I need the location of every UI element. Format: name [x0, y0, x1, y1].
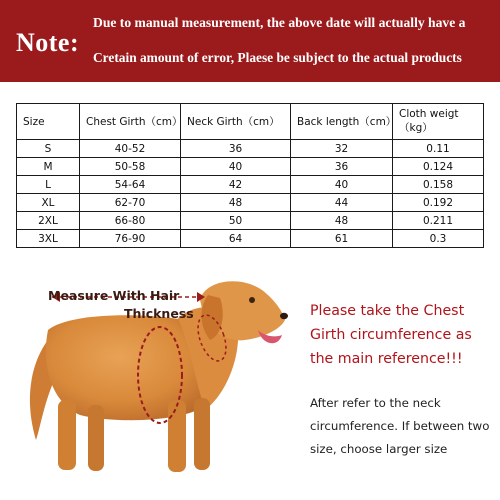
reference-text-line-1: Please take the Chest — [310, 303, 465, 319]
cell-neck-girth: 50 — [181, 212, 291, 230]
header-back-length: Back length（cm） — [291, 104, 393, 140]
table-row — [17, 194, 484, 212]
cell-neck-girth: 40 — [181, 158, 291, 176]
cell-size: M — [17, 158, 80, 176]
cell-neck-girth: 64 — [181, 230, 291, 248]
cell-neck-girth: 36 — [181, 140, 291, 158]
neck-note-line-3: size, choose larger size — [310, 442, 448, 456]
cell-chest-girth: 62-70 — [80, 194, 181, 212]
note-banner — [0, 0, 500, 82]
cell-back-length: 48 — [291, 212, 393, 230]
table-header-row — [17, 104, 484, 140]
table-row — [17, 230, 484, 248]
cell-chest-girth: 40-52 — [80, 140, 181, 158]
note-text-line-1: Due to manual measurement, the above date will actually have a — [93, 15, 466, 30]
dog-nose — [280, 313, 288, 319]
header-chest-girth: Chest Girth（cm） — [80, 104, 181, 140]
dog-leg-front — [168, 400, 186, 472]
table-row — [17, 212, 484, 230]
cell-chest-girth: 54-64 — [80, 176, 181, 194]
cell-cloth-weight: 0.124 — [393, 158, 484, 176]
neck-note-line-2: circumference. If between two — [310, 419, 490, 433]
header-cloth-weight: Cloth weigt（kg） — [393, 104, 484, 140]
note-label: Note: — [16, 28, 80, 57]
note-text-line-2: Cretain amount of error, Plaese be subject to the actual products — [93, 50, 462, 65]
cell-neck-girth: 48 — [181, 194, 291, 212]
table-row — [17, 176, 484, 194]
dog-eye — [249, 297, 255, 303]
cell-cloth-weight: 0.11 — [393, 140, 484, 158]
cell-back-length: 44 — [291, 194, 393, 212]
measure-with-hair-label: Measure With Hair — [48, 288, 180, 303]
cell-cloth-weight: 0.158 — [393, 176, 484, 194]
cell-neck-girth: 42 — [181, 176, 291, 194]
cell-size: S — [17, 140, 80, 158]
cell-chest-girth: 50-58 — [80, 158, 181, 176]
neck-note-line-1: After refer to the neck — [310, 396, 441, 410]
cell-cloth-weight: 0.3 — [393, 230, 484, 248]
reference-text-line-2: Girth circumference as — [310, 327, 472, 343]
cell-size: L — [17, 176, 80, 194]
size-chart-table — [16, 103, 484, 248]
cell-cloth-weight: 0.192 — [393, 194, 484, 212]
cell-cloth-weight: 0.211 — [393, 212, 484, 230]
cell-back-length: 32 — [291, 140, 393, 158]
cell-size: 2XL — [17, 212, 80, 230]
table-row — [17, 158, 484, 176]
table-row — [17, 140, 484, 158]
reference-text-line-3: the main reference!!! — [310, 351, 463, 367]
cell-back-length: 36 — [291, 158, 393, 176]
thickness-label: Thickness — [124, 306, 194, 321]
header-size: Size — [17, 104, 80, 140]
cell-chest-girth: 76-90 — [80, 230, 181, 248]
cell-chest-girth: 66-80 — [80, 212, 181, 230]
dog-leg-back-2 — [88, 405, 104, 471]
cell-back-length: 61 — [291, 230, 393, 248]
dog-leg-front-2 — [194, 398, 210, 470]
cell-size: XL — [17, 194, 80, 212]
cell-size: 3XL — [17, 230, 80, 248]
header-neck-girth: Neck Girth（cm） — [181, 104, 291, 140]
cell-back-length: 40 — [291, 176, 393, 194]
dog-leg-back — [58, 400, 76, 470]
